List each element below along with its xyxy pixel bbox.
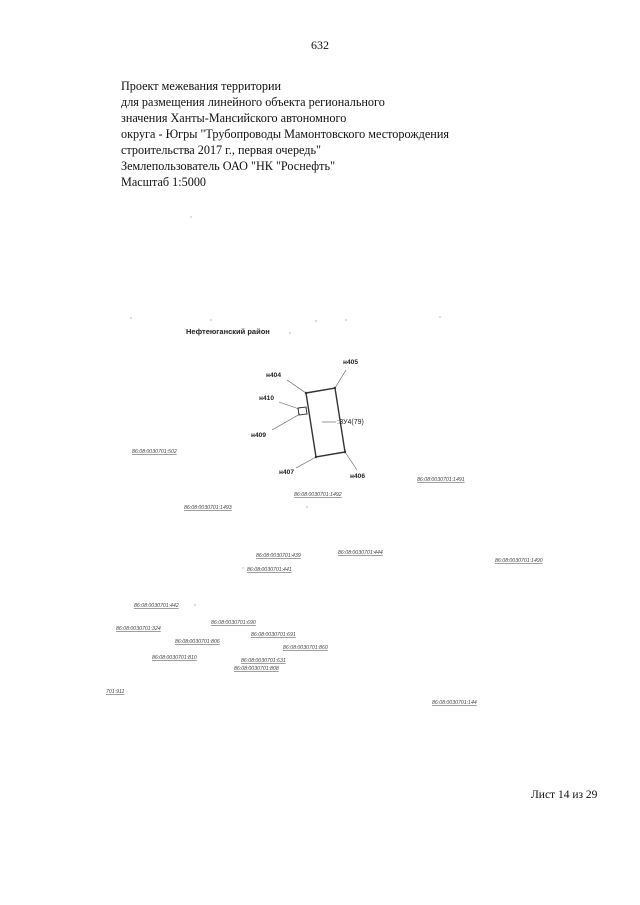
cadastral-label: 86:08:0030701:1490: [495, 558, 543, 564]
cadastral-label: 86:08:0030701:439: [256, 553, 301, 559]
header-line-scale: Масштаб 1:5000: [121, 175, 207, 189]
sheet-counter: Лист 14 из 29: [531, 789, 598, 801]
district-label: Нефтеюганский район: [186, 327, 270, 336]
cadastral-label: 86:08:0030701:691: [251, 632, 296, 638]
cadastral-label: 86:08:0030701:806: [175, 639, 220, 645]
header-line-region: округа - Югры "Трубопроводы Мамонтовского месторождения: [121, 127, 449, 141]
cadastral-label: 86:08:0030701:502: [132, 449, 177, 455]
page-number: 632: [311, 38, 329, 52]
vertex-n407: [315, 456, 317, 458]
leader-n410: [279, 402, 299, 409]
cadastral-label: 86:08:0030701:444: [338, 550, 383, 556]
cadastral-label: 86:08:0030701:631: [241, 658, 286, 664]
cadastral-label: 86:08:0030701:1493: [184, 505, 232, 511]
cadastral-labels: [106, 449, 543, 706]
cadastral-label: 86:08:0030701:144: [432, 700, 477, 706]
leader-n404: [287, 380, 306, 393]
vertex-n406: [344, 451, 346, 453]
cadastral-label: 86:08:0030701:810: [152, 655, 197, 661]
point-label-n404: н404: [266, 372, 281, 379]
header-line-purpose: для размещения линейного объекта регионального: [121, 95, 385, 109]
point-label-n409: н409: [251, 432, 266, 439]
cadastral-label: 86:08:0030701:442: [134, 603, 179, 609]
point-label-n407: н407: [279, 469, 294, 476]
scan-specks: [130, 216, 440, 605]
header-line-land-user: Землепользователь ОАО "НК "Роснефть": [121, 159, 336, 173]
cadastral-label: 701:911: [106, 689, 125, 695]
cadastral-label: 86:08:0030701:324: [116, 626, 161, 632]
cadastral-label: 86:08:0030701:1492: [294, 492, 342, 498]
vertex-n405: [334, 387, 336, 389]
cadastral-label: 86:08:0030701:690: [211, 620, 256, 626]
leader-n409: [272, 414, 300, 430]
leader-n407: [296, 457, 316, 468]
parcel-notch: [298, 407, 307, 415]
vertex-n404: [305, 392, 307, 394]
cadastral-label: 86:08:0030701:441: [247, 567, 292, 573]
point-label-n410: н410: [259, 395, 274, 402]
zone-label: :ЗУ4(79): [337, 419, 364, 426]
header-line-construction: строительства 2017 г., первая очередь": [121, 143, 322, 157]
cadastral-label: 86:08:0030701:860: [283, 645, 328, 651]
header-line-significance: значения Ханты-Мансийского автономного: [121, 111, 347, 125]
leader-n406: [345, 452, 357, 470]
point-label-n405: н405: [343, 359, 358, 366]
cadastral-label: 86:08:0030701:808: [234, 666, 279, 672]
header-line-project: Проект межевания территории: [121, 79, 282, 93]
leader-n405: [335, 370, 346, 388]
point-label-n406: н406: [350, 473, 365, 480]
cadastral-label: 86:08:0030701:1491: [417, 477, 465, 483]
